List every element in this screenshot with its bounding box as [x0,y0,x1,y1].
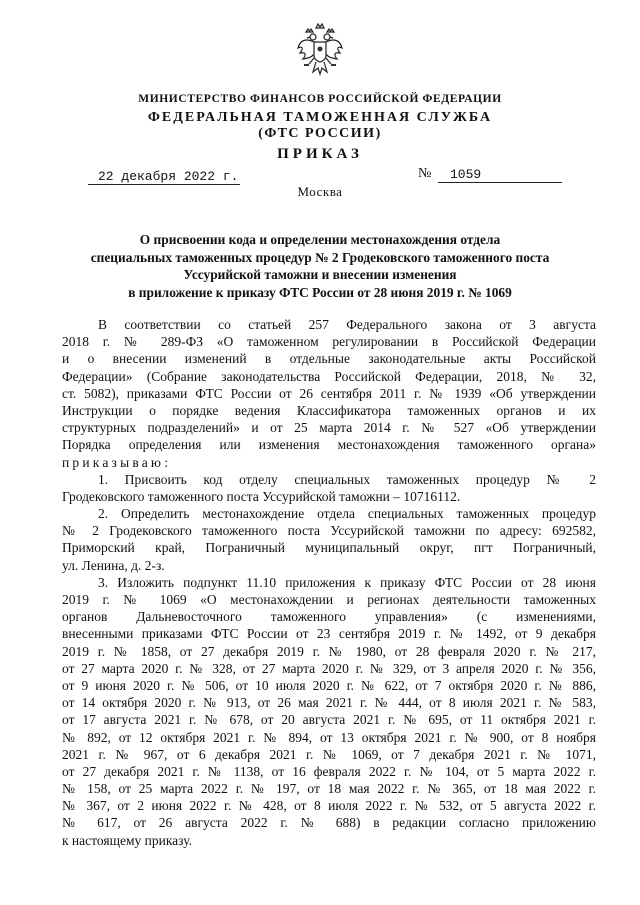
body-line: Инструкции о порядке ведения Классификатора таможенных органов и их [62,402,596,418]
body-line: и о внесении изменений в отдельные законодательные акты Российской [62,351,596,367]
body-line: 2018 г. № 289-ФЗ «О таможенном регулировании в Российской Федерации [62,334,596,350]
city: Москва [297,184,343,199]
body-line: от 27 марта 2020 г. № 328, от 27 марта 2020 г. № 329, от 3 апреля 2020 г. № 356, [62,660,596,676]
body-line: № 367, от 2 июня 2022 г. № 428, от 8 июля 2022 г. № 532, от 5 августа 2022 г. [62,798,596,814]
title-line: в приложение к приказу ФТС России от 28 июня 2019 г. № 1069 [128,284,512,300]
body-line: Порядка определения или изменения местонахождения таможенного органа» [62,437,596,453]
document-type: ПРИКАЗ [277,146,363,162]
order-number: 1059 [438,167,562,183]
ministry-name: МИНИСТЕРСТВО ФИНАНСОВ РОССИЙСКОЙ ФЕДЕРАЦИИ [138,93,502,105]
body-line: 2. Определить местонахождение отдела специальных таможенных процедур [98,506,596,522]
body-line: № 2 Гродековского таможенного поста Уссурийской таможни по адресу: 692582, [62,523,596,539]
body-line: от 9 июня 2020 г. № 506, от 10 июля 2020 г. № 622, от 7 октября 2020 г. № 886, [62,677,596,693]
body-line: № 892, от 12 октября 2021 г. № 894, от 13 октября 2021 г. № 900, от 8 ноября [62,729,596,745]
body-line: № 158, от 25 марта 2022 г. № 197, от 18 мая 2022 г. № 365, от 18 мая 2022 г. [62,781,596,797]
body-line: 3. Изложить подпункт 11.10 приложения к приказу ФТС России от 28 июня [98,574,596,590]
title-line: О присвоении кода и определении местонахождения отдела [139,232,501,247]
body-line: к настоящему приказу. [62,832,192,848]
order-title [80,231,560,301]
service-abbreviation: (ФТС РОССИИ) [258,126,382,141]
body-line: приказываю: [62,454,172,470]
body-line: Гродековского таможенного поста Уссурийской таможни – 10716112. [62,488,461,504]
body-line: от 17 августа 2021 г. № 678, от 20 августа 2021 г. № 695, от 11 октября 2021 г. [62,712,596,728]
body-line: внесенными приказами ФТС России от 23 сентября 2019 г. № 1492, от 9 декабря [62,626,596,642]
body-line: В соответствии со статьей 257 Федерального закона от 3 августа [98,317,596,332]
body-line: № 617, от 26 августа 2022 г. № 688) в редакции согласно приложению [62,815,596,831]
title-line: Уссурийской таможни и внесении изменения [183,267,457,282]
title-line: специальных таможенных процедур № 2 Гродековского таможенного поста [90,249,550,265]
body-line: органов Дальневосточного таможенного управления» (с изменениями, [62,609,596,625]
service-name: ФЕДЕРАЛЬНАЯ ТАМОЖЕННАЯ СЛУЖБА [147,110,493,125]
body-line: 2019 г. № 1069 «О местонахождении и регионах деятельности таможенных [62,592,596,607]
body-line: ул. Ленина, д. 2-з. [62,557,165,573]
coat-of-arms-emblem-icon [296,22,344,78]
body-line: 1. Присвоить код отделу специальных таможенных процедур № 2 [98,471,596,487]
body-line: 2019 г. № 1858, от 27 декабря 2019 г. № 1980, от 28 февраля 2020 г. № 217, [62,643,596,659]
body-line: 2021 г. № 967, от 6 декабря 2021 г. № 1069, от 7 декабря 2021 г. № 1071, [62,746,596,762]
order-number-label: № [418,166,432,181]
body-line: Федерации» (Собрание законодательства Российской Федерации, 2018, № 32, [62,368,596,384]
body-line: от 14 октября 2020 г. № 913, от 26 мая 2021 г. № 444, от 8 июля 2021 г. № 583, [62,695,596,711]
body-line: ст. 5082), приказами ФТС России от 26 сентября 2011 г. № 1939 «Об утверждении [62,385,596,401]
order-date: 22 декабря 2022 г. [88,169,240,185]
body-line: Приморский край, Пограничный муниципальный округ, пгт Пограничный, [62,540,596,556]
body-line: структурных подразделений» и от 25 марта 2014 г. № 527 «Об утверждении [62,420,596,436]
body-line: от 27 декабря 2021 г. № 1138, от 16 февраля 2022 г. № 104, от 5 марта 2022 г. [62,763,596,779]
order-body [62,316,596,849]
